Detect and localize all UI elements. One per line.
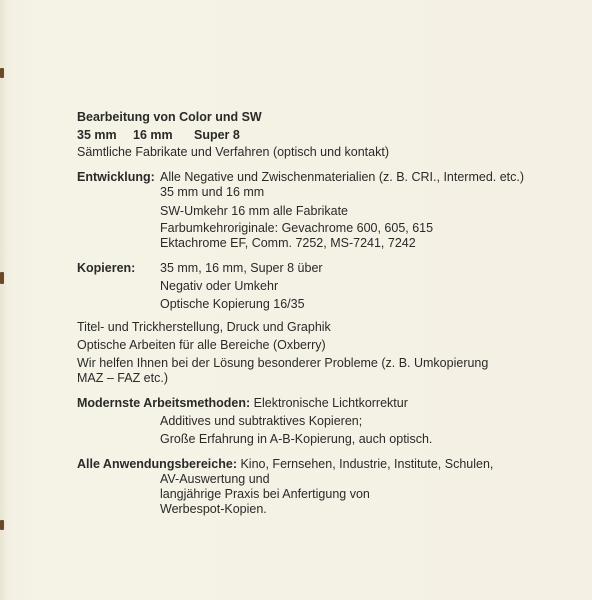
- kopieren-line: 35 mm, 16 mm, Super 8 über: [160, 261, 323, 275]
- services-line: Titel- und Trickherstellung, Druck und Graphik: [77, 320, 331, 334]
- kopieren-line: Optische Kopierung 16/35: [160, 297, 305, 311]
- heading: Bearbeitung von Color und SW: [77, 110, 262, 124]
- intro-line: Sämtliche Fabrikate und Verfahren (optisch und kontakt): [77, 145, 389, 159]
- entwicklung-line: Farbumkehroriginale: Gevachrome 600, 605, 615: [160, 221, 434, 235]
- format-35mm: 35 mm: [77, 128, 117, 142]
- areas-first: Kino, Fernsehen, Industrie, Institute, Schulen,: [240, 457, 494, 471]
- entwicklung-label: Entwicklung:: [77, 170, 155, 184]
- methods-line: [77, 396, 408, 411]
- kopieren-line: Negativ oder Umkehr: [160, 279, 279, 293]
- kopieren-label: Kopieren:: [77, 261, 136, 275]
- services-line: Optische Arbeiten für alle Bereiche (Oxberry): [77, 338, 326, 352]
- methods-line: Additives und subtraktives Kopieren;: [160, 414, 363, 428]
- entwicklung-line: SW-Umkehr 16 mm alle Fabrikate: [160, 204, 349, 218]
- methods-label: Modernste Arbeitsmethoden:: [77, 396, 251, 410]
- binding-mark: [0, 68, 4, 78]
- areas-line: langjährige Praxis bei Anfertigung von: [160, 487, 370, 501]
- areas-line: AV-Auswertung und: [160, 472, 270, 486]
- areas-line: Werbespot-Kopien.: [160, 502, 267, 516]
- services-line: MAZ – FAZ etc.): [77, 371, 168, 385]
- areas-label: Alle Anwendungsbereiche:: [77, 457, 237, 471]
- binding-mark: [0, 520, 4, 530]
- entwicklung-line: 35 mm und 16 mm: [160, 185, 265, 199]
- services-line: Wir helfen Ihnen bei der Lösung besonderer Probleme (z. B. Umkopierung: [77, 356, 489, 370]
- entwicklung-line: Alle Negative und Zwischenmaterialien (z. B. CRI., Intermed. etc.): [160, 170, 525, 184]
- methods-first: Elektronische Lichtkorrektur: [253, 396, 408, 410]
- methods-line: Große Erfahrung in A-B-Kopierung, auch optisch.: [160, 432, 433, 446]
- format-super8: Super 8: [194, 128, 240, 142]
- format-16mm: 16 mm: [133, 128, 173, 142]
- binding-mark: [0, 272, 4, 284]
- entwicklung-line: Ektachrome EF, Comm. 7252, MS-7241, 7242: [160, 236, 416, 250]
- areas-line: [77, 457, 493, 472]
- formats-line: [77, 128, 240, 143]
